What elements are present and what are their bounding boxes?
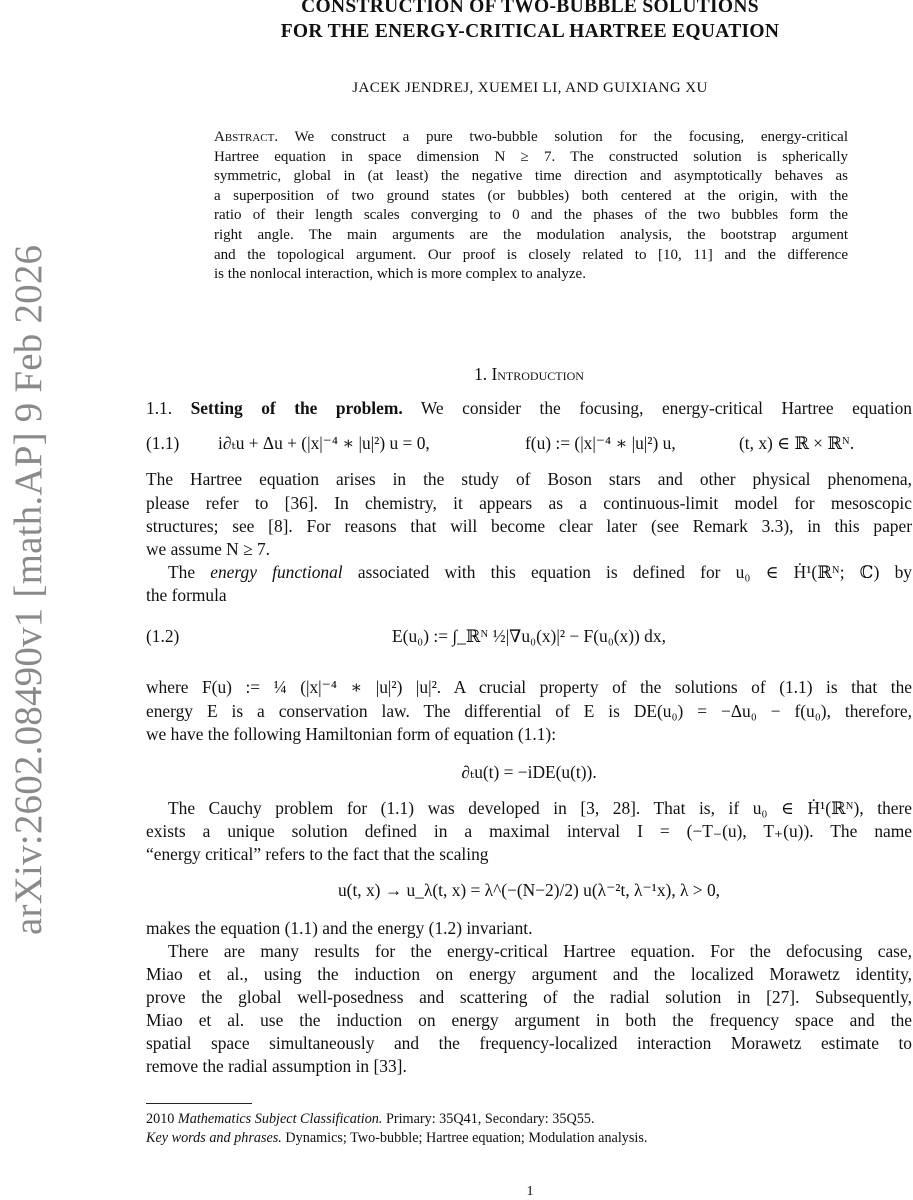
abstract-line: Hartree equation in space dimension N ≥ 7. The constructed solution is spherically (214, 148, 848, 165)
equation-1-1-nonlinearity: f(u) := (|x|⁻⁴ ∗ |u|²) u, (525, 433, 676, 453)
equation-scaling: u(t, x) → u_λ(t, x) = λ^(−(N−2)/2) u(λ⁻²t, λ⁻¹x), λ > 0, (337, 880, 721, 900)
equation-1-1-domain: (t, x) ∈ ℝ × ℝᴺ. (739, 433, 855, 453)
paragraph-line: we have the following Hamiltonian form of equation (1.1): (146, 724, 557, 744)
paragraph-line: prove the global well-posedness and scattering of the radial solution in [27]. Subsequently, (146, 987, 912, 1007)
paragraph-line: There are many results for the energy-critical Hartree equation. For the defocusing case, (168, 941, 912, 961)
paragraph-line: the formula (146, 585, 227, 605)
subsection-heading-line: 1.1. Setting of the problem. We consider the focusing, energy-critical Hartree equation (146, 398, 912, 418)
paragraph-line: “energy critical” refers to the fact that the scaling (146, 844, 489, 864)
paragraph-line: makes the equation (1.1) and the energy (1.2) invariant. (146, 918, 533, 938)
paragraph-line: we assume N ≥ 7. (146, 539, 271, 559)
abstract-line: and the topological argument. Our proof is closely related to [10, 11] and the difference (214, 246, 848, 263)
abstract-line: symmetric, global in (at least) the negative time direction and asymptotically behaves as (214, 168, 848, 185)
paragraph-line: Miao et al. use the induction on energy argument in both the frequency space and the (146, 1010, 912, 1030)
paragraph-line: where F(u) := ¼ (|x|⁻⁴ ∗ |u|²) |u|². A crucial property of the solutions of (1.1) is that the (146, 677, 912, 697)
paragraph-line: The energy functional associated with this equation is defined for u₀ ∈ Ḣ¹(ℝᴺ; ℂ) by (168, 562, 912, 582)
abstract-line: is the nonlocal interaction, which is more complex to analyze. (214, 266, 586, 283)
abstract-line: Abstract. We construct a pure two-bubble solution for the focusing, energy-critical (214, 129, 848, 145)
paragraph-line: spatial space simultaneously and the frequency-localized interaction Morawetz estimate to (146, 1033, 912, 1053)
paragraph-line: remove the radial assumption in [33]. (146, 1056, 407, 1076)
paragraph-line: exists a unique solution defined in a maximal interval I = (−T₋(u), T₊(u)). The name (146, 821, 912, 841)
subsection-title: Setting of the problem. (190, 398, 403, 418)
paper-title-line-1: CONSTRUCTION OF TWO-BUBBLE SOLUTIONS (301, 0, 759, 17)
equation-1-2-energy: E(u₀) := ∫_ℝᴺ ½|∇u₀(x)|² − F(u₀(x)) dx, (392, 626, 666, 646)
footnote-msc: 2010 Mathematics Subject Classification. Primary: 35Q41, Secondary: 35Q55. (146, 1111, 595, 1127)
footnote-keywords: Key words and phrases. Dynamics; Two-bubble; Hartree equation; Modulation analysis. (146, 1130, 648, 1146)
equation-hamiltonian-form: ∂ₜu(t) = −iDE(u(t)). (461, 762, 597, 782)
abstract-line: a superposition of two ground states (or bubbles) both centered at the origin, with the (214, 187, 848, 204)
paragraph-line: energy E is a conservation law. The differential of E is DE(u₀) = −Δu₀ − f(u₀), therefore, (146, 701, 912, 721)
equation-label-1-2: (1.2) (146, 626, 180, 646)
section-heading-introduction: 1. Introduction (474, 364, 584, 384)
emphasis-energy-functional: energy functional (210, 562, 343, 582)
abstract-label: Abstract. (214, 129, 279, 145)
equation-label-1-1: (1.1) (146, 433, 180, 453)
paragraph-line: Miao et al., using the induction on energy argument and the localized Morawetz identity, (146, 964, 912, 984)
paragraph-line: The Hartree equation arises in the study of Boson stars and other physical phenomena, (146, 469, 912, 489)
equation-1-1-hartree: i∂ₜu + Δu + (|x|⁻⁴ ∗ |u|²) u = 0, (218, 433, 430, 453)
paper-authors: JACEK JENDREJ, XUEMEI LI, AND GUIXIANG XU (352, 80, 708, 96)
paragraph-line: The Cauchy problem for (1.1) was developed in [3, 28]. That is, if u₀ ∈ Ḣ¹(ℝᴺ), there (168, 798, 912, 818)
paragraph-line: please refer to [36]. In chemistry, it appears as a continuous-limit model for mesoscopic (146, 493, 912, 513)
abstract (214, 128, 848, 285)
arxiv-stamp: arXiv:2602.08490v1 [math.AP] 9 Feb 2026 (7, 244, 50, 935)
paper-title-line-2: FOR THE ENERGY-CRITICAL HARTREE EQUATION (280, 21, 780, 42)
footnote-divider (146, 1103, 252, 1104)
paragraph-line: structures; see [8]. For reasons that will become clear later (see Remark 3.3), in this paper (146, 516, 912, 536)
abstract-line: right angle. The main arguments are the modulation analysis, the bootstrap argument (214, 226, 848, 243)
abstract-line: ratio of their length scales converging to 0 and the phases of the two bubbles form the (214, 207, 848, 224)
page-number: 1 (526, 1184, 534, 1199)
